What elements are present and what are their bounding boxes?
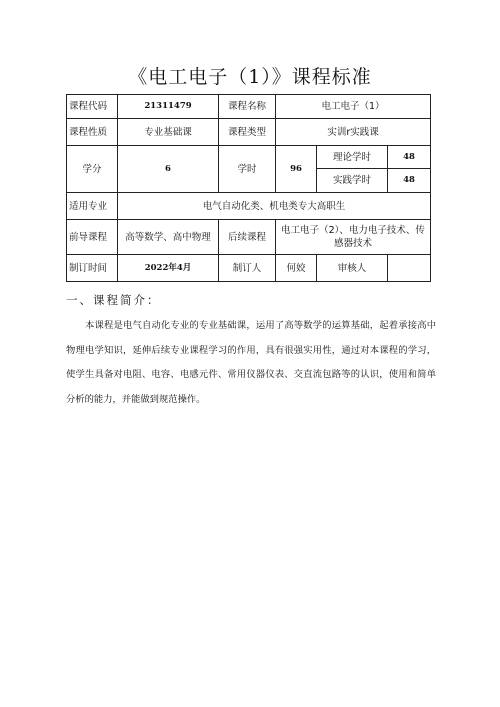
course-nature-value: 专业基础课 xyxy=(118,119,219,146)
section-heading: 一、课程简介： xyxy=(66,293,161,307)
hours-label: 学时 xyxy=(219,146,276,193)
table-row xyxy=(67,95,431,119)
course-nature-label: 课程性质 xyxy=(67,119,118,146)
course-name-value: 电工电子（1） xyxy=(276,95,431,119)
theory-hours-value: 48 xyxy=(388,146,431,169)
practice-hours-value: 48 xyxy=(388,169,431,193)
table-row xyxy=(67,220,431,255)
table-row xyxy=(67,193,431,220)
hours-value: 96 xyxy=(276,146,317,193)
prerequisite-value: 高等数学、高中物理 xyxy=(118,220,219,255)
reviewer-label: 审核人 xyxy=(317,255,388,282)
table-row xyxy=(67,119,431,146)
table-row xyxy=(67,146,431,169)
table-row xyxy=(67,255,431,282)
major-value: 电气自动化类、机电类专大高职生 xyxy=(118,193,431,220)
course-name-label: 课程名称 xyxy=(219,95,276,119)
revised-date-value: 2022年4月 xyxy=(118,255,219,282)
major-label: 适用专业 xyxy=(67,193,118,220)
revised-date-label: 制订时间 xyxy=(67,255,118,282)
course-info-table xyxy=(66,94,431,282)
course-intro-paragraph: 本课程是电气自动化专业的专业基础课，运用了高等数学的运算基础，起着承接高中物理电学知识，延伸后续专业课程学习的作用，具有很强实用性，通过对本课程的学习，使学生具备对电阻、电容、电感元件、常用仪器仪表、交直流包路等的认识，使用和简单分析的能力，并能做到规范操作。 xyxy=(66,320,436,405)
practice-hours-label: 实践学时 xyxy=(317,169,388,193)
prerequisite-label: 前导课程 xyxy=(67,220,118,255)
author-value: 何姣 xyxy=(276,255,317,282)
course-code-label: 课程代码 xyxy=(67,95,118,119)
course-code-value: 21311479 xyxy=(118,95,219,119)
reviewer-value xyxy=(388,255,431,282)
author-label: 制订人 xyxy=(219,255,276,282)
followup-value: 电工电子（2）、电力电子技术、传感器技术 xyxy=(276,220,431,255)
document-title: 《电工电子（1）》课程标准 xyxy=(128,66,372,88)
credit-value: 6 xyxy=(118,146,219,193)
followup-label: 后续课程 xyxy=(219,220,276,255)
course-type-label: 课程类型 xyxy=(219,119,276,146)
course-type-value: 实训r实践课 xyxy=(276,119,431,146)
theory-hours-label: 理论学时 xyxy=(317,146,388,169)
credit-label: 学分 xyxy=(67,146,118,193)
